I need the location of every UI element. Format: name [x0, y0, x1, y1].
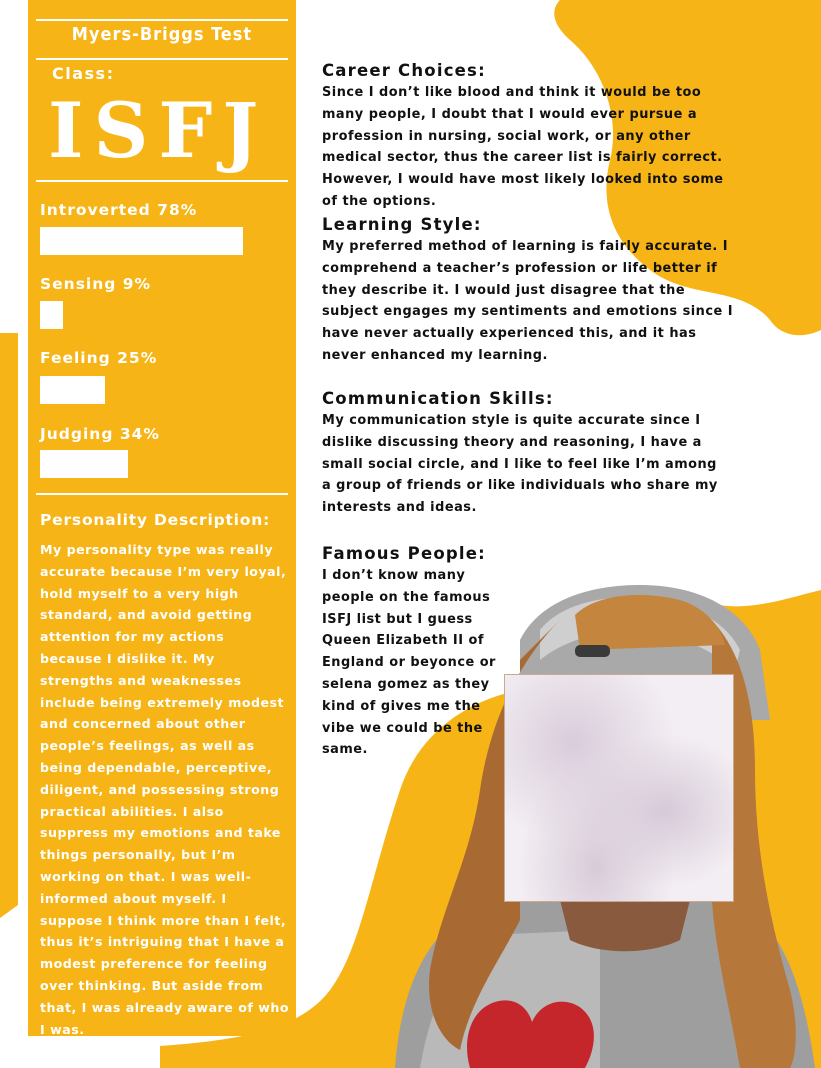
career-heading: Career Choices:	[322, 61, 486, 80]
trait-label-introverted: Introverted 78%	[40, 201, 198, 219]
section-communication	[322, 389, 728, 519]
communication-text: My communication style is quite accurate since I dislike discussing theory and reasoning, I have a small social circle, and I like to feel like I’m among a group of friends or like individuals who share my interests and ideas.	[322, 413, 718, 516]
description-heading: Personality Description:	[40, 511, 271, 529]
description-text: My personality type was really accurate because I’m very loyal, hold myself to a very high standard, and avoid getting attention for my actions because I dislike it. My strengths and weaknesses include being extremely modest and concerned about other people’s feelings, as well as being dependable, perceptive, diligent, and possessing strong practical abilities. I also suppress my emotions and take things personally, but I’m working on that. I was well-informed about myself. I suppose I think more than I felt, thus it’s intriguing that I have a modest preference for feeling over thinking. But aside from that, I was already aware of who I was.	[40, 542, 289, 1037]
communication-heading: Communication Skills:	[322, 389, 554, 408]
trait-label-sensing: Sensing 9%	[40, 275, 152, 293]
section-career	[322, 61, 732, 213]
section-famous	[322, 544, 518, 761]
learning-heading: Learning Style:	[322, 215, 482, 234]
famous-heading: Famous People:	[322, 544, 486, 563]
blurred-face-image	[504, 674, 734, 902]
hair-clip	[575, 645, 610, 657]
famous-text: I don’t know many people on the famous ISFJ list but I guess Queen Elizabeth II of England or beyonce or selena gomez as they kind of gives me the vibe we could be the same.	[322, 568, 496, 758]
class-label: Class:	[52, 64, 115, 83]
section-learning	[322, 215, 736, 367]
learning-text: My preferred method of learning is fairly accurate. I comprehend a teacher’s profession or life better if they describe it. I would just disagree that the subject engages my sentiments and emotions since I have never actually experienced this, and it has never enhanced my learning.	[322, 239, 734, 363]
test-title: Myers-Briggs Test	[71, 24, 253, 45]
class-value: ISFJ	[48, 86, 269, 175]
trait-label-feeling: Feeling 25%	[40, 349, 158, 367]
neck	[560, 900, 690, 951]
career-text: Since I don’t like blood and think it would be too many people, I doubt that I would ever pursue a profession in nursing, social work, or any other medical sector, thus the career list is fairly correct. However, I would have most likely looked into some of the options.	[322, 85, 724, 209]
trait-label-judging: Judging 34%	[40, 425, 160, 443]
